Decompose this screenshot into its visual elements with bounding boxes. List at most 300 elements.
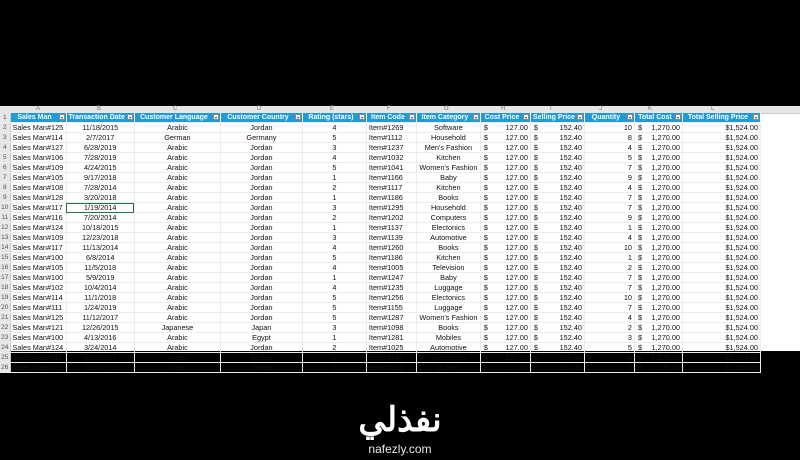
filter-dropdown-icon[interactable] <box>409 114 415 120</box>
table-cell[interactable]: 9 <box>584 173 634 183</box>
table-cell[interactable]: Jordan <box>220 193 302 203</box>
table-cell[interactable]: Sales Man#121 <box>10 323 66 333</box>
table-cell[interactable] <box>634 133 682 143</box>
table-cell[interactable] <box>634 203 682 213</box>
column-header[interactable] <box>10 113 66 123</box>
table-cell[interactable]: 12/23/2018 <box>66 233 134 243</box>
table-cell[interactable]: 3 <box>584 333 634 343</box>
row-number[interactable]: 4 <box>0 143 10 153</box>
column-header[interactable] <box>416 113 480 123</box>
row-number[interactable]: 2 <box>0 123 10 133</box>
table-cell[interactable]: German <box>134 133 220 143</box>
table-cell[interactable]: Arabic <box>134 353 220 363</box>
row-number[interactable]: 19 <box>1 294 9 301</box>
table-cell[interactable]: Arabic <box>134 243 220 253</box>
filter-dropdown-icon[interactable] <box>577 114 583 120</box>
table-cell[interactable]: 4 <box>302 153 366 163</box>
table-cell[interactable] <box>530 283 584 293</box>
filter-dropdown-icon[interactable] <box>359 114 365 120</box>
table-cell[interactable]: 2 <box>302 183 366 193</box>
table-cell[interactable] <box>480 293 530 303</box>
table-cell[interactable]: 4 <box>302 243 366 253</box>
table-cell[interactable]: 10 <box>584 123 634 133</box>
table-cell[interactable]: 12/26/2015 <box>66 323 134 333</box>
table-cell[interactable]: Sales Man#114 <box>10 133 66 143</box>
table-cell[interactable]: Item#1147 <box>366 353 416 363</box>
table-cell[interactable] <box>634 293 682 303</box>
table-cell[interactable] <box>480 213 530 223</box>
table-cell[interactable]: 5 <box>302 163 366 173</box>
table-cell[interactable] <box>480 203 530 213</box>
table-cell[interactable]: Arabic <box>134 363 220 373</box>
table-cell[interactable]: Item#1005 <box>366 263 416 273</box>
table-cell[interactable]: Arabic <box>134 183 220 193</box>
column-letter[interactable]: D <box>257 106 262 112</box>
table-cell[interactable] <box>480 283 530 293</box>
table-cell[interactable]: $1,524.00 <box>682 203 760 213</box>
row-number[interactable]: 25 <box>1 354 9 361</box>
table-cell[interactable]: Arabic <box>134 313 220 323</box>
table-cell[interactable]: Sales Man#108 <box>10 183 66 193</box>
table-cell[interactable]: $1,524.00 <box>682 253 760 263</box>
table-cell[interactable] <box>634 343 682 353</box>
table-cell[interactable]: 6/28/2019 <box>66 143 134 153</box>
row-number[interactable]: 16 <box>1 264 9 271</box>
table-cell[interactable]: $1,524.00 <box>682 283 760 293</box>
row-number[interactable]: 20 <box>1 304 9 311</box>
table-cell[interactable]: Jordan <box>220 123 302 133</box>
table-cell[interactable]: Women's Fashion <box>416 313 480 323</box>
table-cell[interactable]: Item#1041 <box>366 163 416 173</box>
table-cell[interactable]: 10/18/2015 <box>66 223 134 233</box>
table-cell[interactable] <box>634 363 682 373</box>
table-cell[interactable] <box>634 213 682 223</box>
column-letter[interactable]: J <box>599 106 602 112</box>
table-cell[interactable]: Books <box>416 193 480 203</box>
table-cell[interactable] <box>530 263 584 273</box>
table-cell[interactable] <box>530 353 584 363</box>
table-cell[interactable]: 7/28/2014 <box>66 183 134 193</box>
table-cell[interactable]: Item#1025 <box>366 343 416 353</box>
table-cell[interactable]: $1,524.00 <box>682 223 760 233</box>
table-cell[interactable] <box>634 263 682 273</box>
table-cell[interactable]: 4 <box>302 123 366 133</box>
table-cell[interactable]: $1,524.00 <box>682 163 760 173</box>
table-cell[interactable]: Arabic <box>134 163 220 173</box>
table-cell[interactable]: Television <box>416 263 480 273</box>
table-cell[interactable]: 8 <box>584 133 634 143</box>
table-cell[interactable] <box>634 153 682 163</box>
table-cell[interactable]: 4 <box>584 143 634 153</box>
table-cell[interactable]: Arabic <box>134 333 220 343</box>
table-cell[interactable]: 1 <box>302 193 366 203</box>
table-cell[interactable]: 9 <box>584 213 634 223</box>
table-cell[interactable] <box>634 123 682 133</box>
table-cell[interactable]: 4 <box>584 353 634 363</box>
table-cell[interactable]: 3 <box>302 203 366 213</box>
table-cell[interactable] <box>634 193 682 203</box>
table-cell[interactable]: 11/12/2017 <box>66 313 134 323</box>
row-number[interactable]: 1 <box>0 113 10 123</box>
table-cell[interactable]: Japanese <box>134 323 220 333</box>
table-cell[interactable]: Item#1186 <box>366 253 416 263</box>
table-cell[interactable]: 10/4/2014 <box>66 283 134 293</box>
table-cell[interactable]: Sales Man#109 <box>10 233 66 243</box>
table-cell[interactable] <box>530 203 584 213</box>
table-cell[interactable] <box>480 123 530 133</box>
table-cell[interactable] <box>530 333 584 343</box>
table-cell[interactable]: Item#1202 <box>366 213 416 223</box>
column-letter[interactable]: I <box>550 106 552 112</box>
table-cell[interactable]: Item#1139 <box>366 233 416 243</box>
table-cell[interactable]: 2 <box>302 363 366 373</box>
table-cell[interactable]: Item#1281 <box>366 333 416 343</box>
table-cell[interactable]: Sales Man#111 <box>10 303 66 313</box>
column-letter[interactable]: H <box>501 106 506 112</box>
table-cell[interactable]: Sales Man#127 <box>10 143 66 153</box>
table-cell[interactable] <box>530 243 584 253</box>
table-cell[interactable]: Arabic <box>134 253 220 263</box>
table-cell[interactable] <box>530 273 584 283</box>
table-cell[interactable]: Sales Man#117 <box>10 203 66 213</box>
table-cell[interactable] <box>480 363 530 373</box>
table-cell[interactable] <box>480 233 530 243</box>
table-cell[interactable] <box>530 313 584 323</box>
table-cell[interactable] <box>480 133 530 143</box>
table-cell[interactable]: Item#1098 <box>366 323 416 333</box>
table-cell[interactable]: Sales Man#105 <box>10 173 66 183</box>
column-header[interactable] <box>480 113 530 123</box>
table-cell[interactable] <box>480 303 530 313</box>
column-header[interactable] <box>134 113 220 123</box>
filter-dropdown-icon[interactable] <box>753 114 759 120</box>
table-cell[interactable]: Jordan <box>220 213 302 223</box>
table-cell[interactable]: 1 <box>302 273 366 283</box>
table-cell[interactable]: Item#1295 <box>366 203 416 213</box>
table-cell[interactable]: Item#1166 <box>366 173 416 183</box>
table-cell[interactable] <box>634 183 682 193</box>
table-cell[interactable]: Jordan <box>220 283 302 293</box>
table-cell[interactable] <box>480 153 530 163</box>
table-cell[interactable]: Jordan <box>220 273 302 283</box>
filter-dropdown-icon[interactable] <box>675 114 681 120</box>
table-cell[interactable]: Luggage <box>416 283 480 293</box>
table-cell[interactable]: Arabic <box>134 303 220 313</box>
table-cell[interactable]: Item#1211 <box>366 363 416 373</box>
table-cell[interactable]: Arabic <box>134 213 220 223</box>
table-cell[interactable]: 5 <box>302 293 366 303</box>
table-cell[interactable]: Jordan <box>220 163 302 173</box>
table-cell[interactable]: Baby <box>416 173 480 183</box>
table-cell[interactable]: 7 <box>584 193 634 203</box>
table-cell[interactable]: Jordan <box>220 233 302 243</box>
table-cell[interactable]: $1,524.00 <box>682 233 760 243</box>
table-cell[interactable]: 8 <box>584 363 634 373</box>
table-cell[interactable]: Automotive <box>416 233 480 243</box>
table-cell[interactable] <box>634 143 682 153</box>
table-cell[interactable]: Arabic <box>134 343 220 353</box>
table-cell[interactable]: 4 <box>302 283 366 293</box>
table-cell[interactable] <box>634 163 682 173</box>
table-cell[interactable]: Kitchen <box>416 183 480 193</box>
table-cell[interactable]: 7 <box>584 273 634 283</box>
table-cell[interactable] <box>530 363 584 373</box>
filter-dropdown-icon[interactable] <box>627 114 633 120</box>
table-cell[interactable]: $1,524.00 <box>682 313 760 323</box>
filter-dropdown-icon[interactable] <box>59 114 65 120</box>
table-cell[interactable]: 1/24/2019 <box>66 303 134 313</box>
table-cell[interactable]: Computers <box>416 213 480 223</box>
table-cell[interactable]: Jordan <box>220 223 302 233</box>
table-cell[interactable] <box>480 343 530 353</box>
table-cell[interactable] <box>530 293 584 303</box>
table-cell[interactable]: Electonics <box>416 293 480 303</box>
table-cell[interactable]: Item#1117 <box>366 183 416 193</box>
table-cell[interactable]: Item#1032 <box>366 153 416 163</box>
table-cell[interactable] <box>634 243 682 253</box>
table-cell[interactable]: $1,524.00 <box>682 263 760 273</box>
data-table[interactable] <box>0 113 761 373</box>
table-cell[interactable]: Luggage <box>416 303 480 313</box>
table-cell[interactable]: 3 <box>302 143 366 153</box>
table-cell[interactable] <box>480 173 530 183</box>
column-letter[interactable]: C <box>173 106 178 112</box>
table-cell[interactable]: Jordan <box>220 363 302 373</box>
column-letter[interactable]: K <box>648 106 653 112</box>
spreadsheet[interactable] <box>0 106 800 372</box>
table-cell[interactable]: 1 <box>302 333 366 343</box>
row-number[interactable]: 17 <box>1 274 9 281</box>
table-cell[interactable]: 5 <box>302 313 366 323</box>
table-cell[interactable]: Jordan <box>220 183 302 193</box>
table-cell[interactable]: Item#1269 <box>366 123 416 133</box>
column-header[interactable] <box>530 113 584 123</box>
table-cell[interactable] <box>480 263 530 273</box>
table-cell[interactable]: 7 <box>584 283 634 293</box>
table-cell[interactable]: 3 <box>302 233 366 243</box>
table-cell[interactable]: Books <box>416 243 480 253</box>
table-cell[interactable]: 5 <box>302 133 366 143</box>
table-cell[interactable]: Sales Man#100 <box>10 333 66 343</box>
table-cell[interactable]: 2 <box>584 263 634 273</box>
table-cell[interactable]: Jordan <box>220 253 302 263</box>
table-cell[interactable] <box>480 223 530 233</box>
table-cell[interactable] <box>634 353 682 363</box>
row-number[interactable]: 23 <box>1 334 9 341</box>
table-cell[interactable] <box>530 233 584 243</box>
table-cell[interactable]: $1,524.00 <box>682 183 760 193</box>
table-cell[interactable]: Egypt <box>220 333 302 343</box>
table-cell[interactable] <box>480 323 530 333</box>
table-cell[interactable]: Arabic <box>134 173 220 183</box>
table-cell[interactable] <box>530 223 584 233</box>
table-cell[interactable]: 10 <box>584 243 634 253</box>
table-cell[interactable]: 1 <box>584 223 634 233</box>
table-cell[interactable]: Item#1260 <box>366 243 416 253</box>
table-cell[interactable]: Mobiles <box>416 333 480 343</box>
table-cell[interactable]: $1,524.00 <box>682 343 760 353</box>
column-letter[interactable]: E <box>330 106 335 112</box>
table-cell[interactable]: Jordan <box>220 303 302 313</box>
table-cell[interactable] <box>480 313 530 323</box>
table-cell[interactable]: Jordan <box>220 313 302 323</box>
filter-dropdown-icon[interactable] <box>213 114 219 120</box>
table-cell[interactable]: Sales Man#124 <box>10 223 66 233</box>
filter-dropdown-icon[interactable] <box>295 114 301 120</box>
table-cell[interactable]: 1 <box>584 253 634 263</box>
table-cell[interactable]: 1 <box>302 353 366 363</box>
table-cell[interactable]: Arabic <box>134 223 220 233</box>
table-cell[interactable]: Baby <box>416 273 480 283</box>
table-cell[interactable]: Arabic <box>134 293 220 303</box>
table-cell[interactable]: Item#1237 <box>366 143 416 153</box>
table-cell[interactable]: Arabic <box>134 143 220 153</box>
table-cell[interactable] <box>530 213 584 223</box>
table-cell[interactable]: 5 <box>302 253 366 263</box>
table-cell[interactable]: 2/7/2017 <box>66 133 134 143</box>
table-cell[interactable]: 7 <box>584 303 634 313</box>
filter-dropdown-icon[interactable] <box>127 114 133 120</box>
table-cell[interactable]: $1,524.00 <box>682 323 760 333</box>
table-cell[interactable]: Item#1287 <box>366 313 416 323</box>
table-cell[interactable]: $1,524.00 <box>682 173 760 183</box>
column-letter[interactable]: G <box>444 106 449 112</box>
column-header[interactable] <box>66 113 134 123</box>
table-cell[interactable] <box>634 283 682 293</box>
table-cell[interactable]: 5/9/2019 <box>66 273 134 283</box>
table-cell[interactable]: Jordan <box>220 343 302 353</box>
table-cell[interactable]: 4 <box>584 313 634 323</box>
filter-dropdown-icon[interactable] <box>523 114 529 120</box>
table-cell[interactable]: 11/23/2016 <box>66 363 134 373</box>
table-cell[interactable]: Item#1112 <box>366 133 416 143</box>
table-cell[interactable]: Item#1155 <box>366 303 416 313</box>
table-cell[interactable]: Sales Man#109 <box>10 163 66 173</box>
table-cell[interactable] <box>480 253 530 263</box>
table-cell[interactable]: Arabic <box>134 193 220 203</box>
table-cell[interactable]: 10 <box>584 293 634 303</box>
table-cell[interactable]: 11/5/2018 <box>66 263 134 273</box>
table-cell[interactable] <box>480 273 530 283</box>
table-cell[interactable]: Automotive <box>416 343 480 353</box>
table-cell[interactable]: Arabic <box>134 123 220 133</box>
table-cell[interactable]: Jordan <box>220 293 302 303</box>
table-cell[interactable]: 5 <box>584 343 634 353</box>
table-cell[interactable] <box>480 243 530 253</box>
table-cell[interactable] <box>480 163 530 173</box>
row-number[interactable]: 14 <box>1 244 9 251</box>
table-cell[interactable]: Jordan <box>220 153 302 163</box>
table-cell[interactable]: 4 <box>584 183 634 193</box>
table-cell[interactable]: Electonics <box>416 223 480 233</box>
table-cell[interactable] <box>480 143 530 153</box>
table-cell[interactable]: Jordan <box>220 203 302 213</box>
row-number[interactable]: 8 <box>0 183 10 193</box>
row-number[interactable]: 21 <box>1 314 9 321</box>
table-cell[interactable]: $1,524.00 <box>682 273 760 283</box>
table-cell[interactable]: $1,524.00 <box>682 143 760 153</box>
column-header[interactable] <box>366 113 416 123</box>
row-number[interactable]: 11 <box>1 214 9 221</box>
column-header[interactable] <box>634 113 682 123</box>
row-number[interactable]: 22 <box>1 324 9 331</box>
table-cell[interactable]: 4 <box>584 233 634 243</box>
row-number[interactable]: 18 <box>1 284 9 291</box>
table-cell[interactable] <box>480 183 530 193</box>
table-cell[interactable]: Arabic <box>134 283 220 293</box>
table-cell[interactable]: 2 <box>584 323 634 333</box>
table-cell[interactable]: $1,524.00 <box>682 243 760 253</box>
table-cell[interactable]: $1,524.00 <box>682 293 760 303</box>
table-cell[interactable]: 11/1/2018 <box>66 293 134 303</box>
table-cell[interactable]: Jordan <box>220 143 302 153</box>
table-cell[interactable] <box>530 253 584 263</box>
table-cell[interactable]: $1,524.00 <box>682 333 760 343</box>
table-cell[interactable]: Sales Man#124 <box>10 343 66 353</box>
table-cell[interactable]: 6/8/2014 <box>66 253 134 263</box>
table-cell[interactable]: Sales Man#105 <box>10 263 66 273</box>
table-cell[interactable]: 11/18/2015 <box>66 123 134 133</box>
table-cell[interactable] <box>634 223 682 233</box>
table-cell[interactable]: 1/19/2014 <box>66 203 134 213</box>
table-cell[interactable] <box>634 173 682 183</box>
table-cell[interactable] <box>530 343 584 353</box>
table-cell[interactable]: $1,524.00 <box>682 363 760 373</box>
table-cell[interactable] <box>480 193 530 203</box>
row-number[interactable]: 5 <box>0 153 10 163</box>
table-cell[interactable]: Arabic <box>134 203 220 213</box>
column-header[interactable] <box>584 113 634 123</box>
column-letter[interactable]: L <box>711 106 715 112</box>
table-cell[interactable]: Sales Man#117 <box>10 243 66 253</box>
table-cell[interactable]: Household <box>416 203 480 213</box>
table-cell[interactable]: 1 <box>302 223 366 233</box>
table-cell[interactable]: Jordan <box>220 243 302 253</box>
table-cell[interactable]: Item#1186 <box>366 193 416 203</box>
table-cell[interactable] <box>480 333 530 343</box>
row-number[interactable]: 12 <box>1 224 9 231</box>
table-cell[interactable]: Sales Man#109 <box>10 363 66 373</box>
table-cell[interactable]: $1,524.00 <box>682 193 760 203</box>
table-cell[interactable]: Women's Fashion <box>416 163 480 173</box>
table-cell[interactable] <box>530 153 584 163</box>
table-cell[interactable]: 9/17/2018 <box>66 173 134 183</box>
table-cell[interactable]: Arabic <box>134 263 220 273</box>
table-cell[interactable]: $1,524.00 <box>682 133 760 143</box>
column-header[interactable] <box>682 113 760 123</box>
table-cell[interactable] <box>634 273 682 283</box>
table-cell[interactable]: 3/24/2014 <box>66 343 134 353</box>
table-cell[interactable]: Household <box>416 353 480 363</box>
table-cell[interactable]: Item#1256 <box>366 293 416 303</box>
table-cell[interactable]: 4/13/2016 <box>66 333 134 343</box>
table-cell[interactable]: Arabic <box>134 233 220 243</box>
table-cell[interactable] <box>530 183 584 193</box>
table-cell[interactable]: Jordan <box>220 263 302 273</box>
table-cell[interactable]: Arabic <box>134 273 220 283</box>
table-cell[interactable]: Japan <box>220 323 302 333</box>
column-letter[interactable]: A <box>36 106 41 112</box>
table-cell[interactable]: Item#1235 <box>366 283 416 293</box>
table-cell[interactable] <box>530 193 584 203</box>
table-cell[interactable]: Mobiles <box>416 363 480 373</box>
column-letter[interactable]: B <box>97 106 102 112</box>
table-cell[interactable]: Sales Man#125 <box>10 313 66 323</box>
table-cell[interactable]: Sales Man#128 <box>10 193 66 203</box>
table-cell[interactable] <box>530 303 584 313</box>
table-cell[interactable]: Germany <box>220 133 302 143</box>
column-letter[interactable]: F <box>387 106 391 112</box>
